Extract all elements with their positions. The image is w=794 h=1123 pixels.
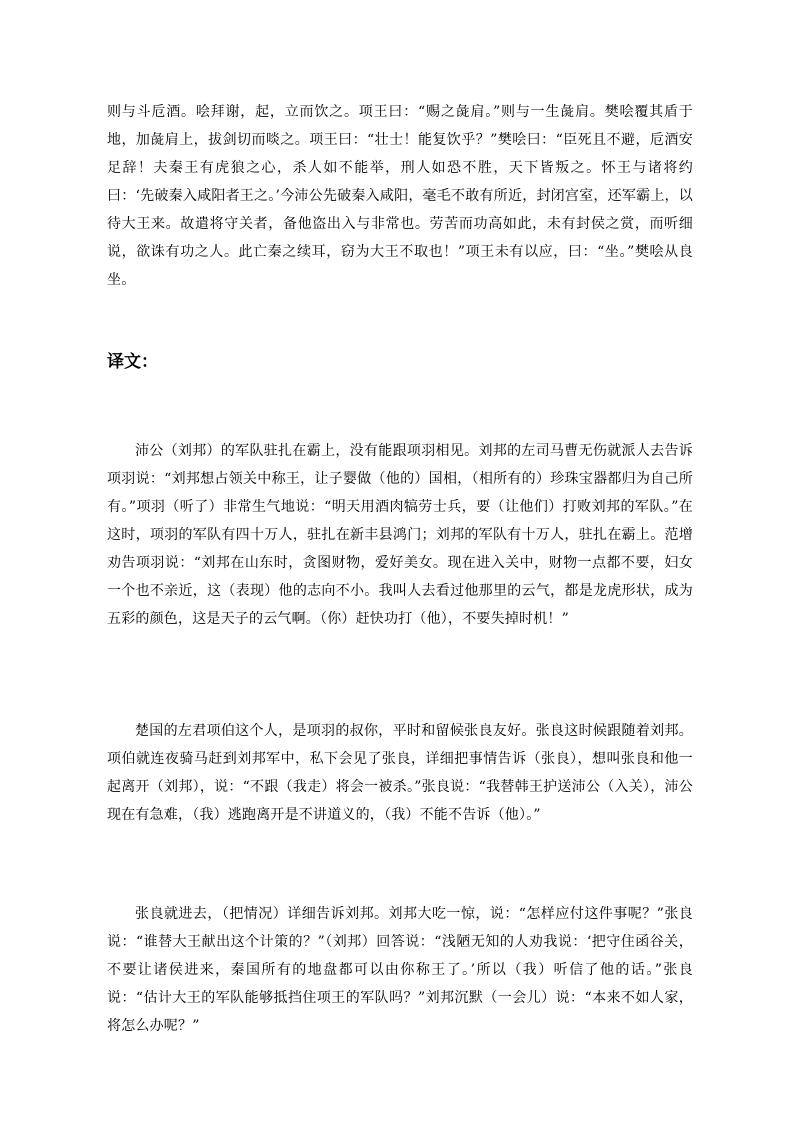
original-text-paragraph: 则与斗卮酒。哙拜谢，起，立而饮之。项王曰：“赐之彘肩。”则与一生彘肩。樊哙覆其盾于地，加彘肩上，拔剑切而啖之。项王曰：“壮士！能复饮乎？”樊哙曰：“臣死且不避，卮酒安足辞！夫秦王有虎狼之心，杀人如不能举，刑人如恐不胜，天下皆叛之。怀王与诸将约曰：‘先破秦入咸阳者王之。’今沛公先破秦入咸阳，毫毛不敢有所近，封闭宫室，还军霸上，以待大王来。故遣将守关者，备他盗出入与非常也。劳苦而功高如此，未有封侯之赏，而听细说，欲诛有功之人。此亡秦之续耳，窃为大王不取也！”项王未有以应，曰：“坐。”樊哙从良坐。 [107,104,693,288]
translation-paragraph-1: 沛公（刘邦）的军队驻扎在霸上，没有能跟项羽相见。刘邦的左司马曹无伤就派人去告诉项羽说：“刘邦想占领关中称王，让子婴做（他的）国相，（相所有的）珍珠宝器都归为自己所有。”项羽（听了）非常生气地说：“明天用酒肉犒劳士兵，要（让他们）打败刘邦的军队。”在这时，项羽的军队有四十万人，驻扎在新丰县鸿门；刘邦的军队有十万人，驻扎在霸上。范增劝告项羽说：“刘邦在山东时，贪图财物，爱好美女。现在进入关中，财物一点都不要，妇女一个也不亲近，这（表现）他的志向不小。我叫人去看过他那里的云气，都是龙虎形状，成为五彩的颜色，这是天子的云气啊。（你）赶快功打（他），不要失掉时机！” [107,443,693,627]
translation-paragraph-2: 楚国的左君项伯这个人，是项羽的叔你，平时和留候张良友好。张良这时候跟随着刘邦。项伯就连夜骑马赶到刘邦军中，私下会见了张良，详细把事情告诉（张良），想叫张良和他一起离开（刘邦），说：“不跟（我走）将会一被杀。”张良说：“我替韩王护送沛公（入关），沛公现在有急难，（我）逃跑离开是不讲道义的，（我）不能不告诉（他）。” [107,723,693,823]
translation-heading: 译文： [107,352,158,372]
translation-paragraph-3: 张良就进去，（把情况）详细告诉刘邦。刘邦大吃一惊，说：“怎样应付这件事呢？”张良说：“谁替大王献出这个计策的？”（刘邦）回答说：“浅陋无知的人劝我说：‘把守住函谷关，不要让诸侯进来，秦国所有的地盘都可以由你称王了。’所以（我）听信了他的话。”张良说：“估计大王的军队能够抵挡住项王的军队吗？”刘邦沉默（一会儿）说：“本来不如人家，将怎么办呢？” [107,906,693,1034]
